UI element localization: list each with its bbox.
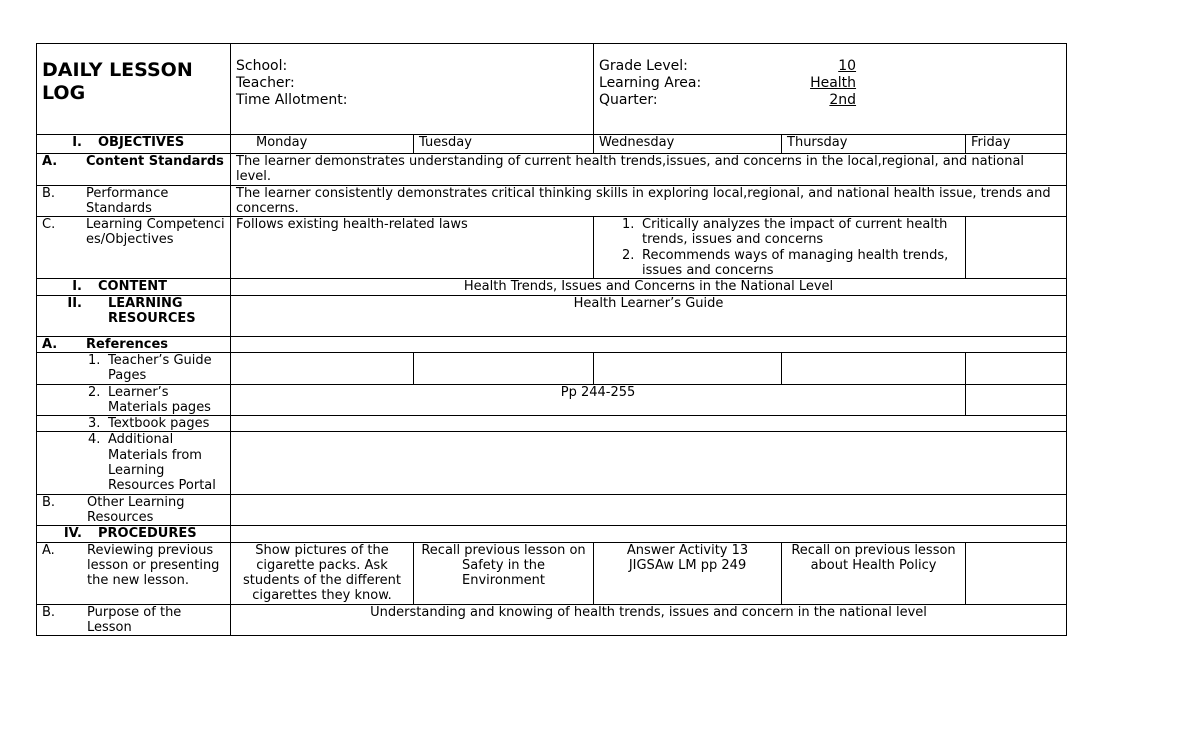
competency-item-1-num: 1. xyxy=(622,217,635,233)
daily-lesson-log-sheet xyxy=(36,43,1066,636)
quarter-line xyxy=(599,93,1061,110)
content-num: I. xyxy=(72,279,82,295)
other-resources-num: B. xyxy=(42,494,56,510)
day-wednesday: Wednesday xyxy=(594,135,782,154)
teachers-guide-monday xyxy=(231,352,414,384)
school-label: School: xyxy=(236,58,288,74)
reviewing-monday: Show pictures of the cigarette packs. Ask students of the different cigarettes they know. xyxy=(231,542,414,604)
competency-item-1 xyxy=(622,217,960,248)
purpose-text: Understanding and knowing of health trends, issues and concern in the national level xyxy=(231,604,1067,636)
content-heading xyxy=(37,279,231,295)
purpose-num: B. xyxy=(42,604,56,620)
performance-standards-label: Performance Standards xyxy=(86,185,169,216)
procedures-blank xyxy=(231,526,1067,542)
grade-level-value: 10 xyxy=(838,58,857,74)
competencies-label-cell xyxy=(37,217,231,279)
procedures-label: PROCEDURES xyxy=(98,526,197,542)
teacher-label: Teacher: xyxy=(236,75,295,91)
content-standards-text: The learner demonstrates understanding of current health trends,issues, and concerns in the local,regional, and national level. xyxy=(231,154,1067,186)
teachers-guide-num: 1. xyxy=(88,352,101,368)
other-resources-label: Other Learning Resources xyxy=(87,494,185,525)
learning-area-label: Learning Area: xyxy=(599,75,702,91)
competencies-left-text: Follows existing health-related laws xyxy=(231,217,594,279)
quarter-value: 2nd xyxy=(829,92,857,108)
procedures-heading xyxy=(37,526,231,542)
learning-area-value: Health xyxy=(810,75,857,91)
reviewing-thursday: Recall on previous lesson about Health Policy xyxy=(782,542,966,604)
learners-materials-num: 2. xyxy=(88,384,101,400)
references-row xyxy=(37,336,1067,352)
competencies-list xyxy=(594,217,966,279)
purpose-row xyxy=(37,604,1067,636)
content-standards-label-cell xyxy=(37,154,231,186)
additional-materials-row xyxy=(37,432,1067,494)
performance-standards-num: B. xyxy=(42,185,56,201)
reviewing-friday xyxy=(966,542,1067,604)
grade-level-line xyxy=(599,59,1061,76)
purpose-label: Purpose of the Lesson xyxy=(87,604,182,636)
learners-materials-label-cell xyxy=(37,384,231,416)
content-row xyxy=(37,279,1067,295)
purpose-label-cell xyxy=(37,604,231,636)
references-num: A. xyxy=(42,336,58,352)
textbook-value xyxy=(231,416,1067,432)
textbook-item xyxy=(42,416,225,431)
competencies-friday-cell xyxy=(966,217,1067,279)
content-standards-num: A. xyxy=(42,154,58,169)
day-monday: Monday xyxy=(231,135,414,154)
references-blank xyxy=(231,336,1067,352)
quarter-label: Quarter: xyxy=(599,92,658,108)
competency-item-2-text: Recommends ways of managing health trends, issues and concerns xyxy=(642,247,949,279)
learning-area-line xyxy=(599,76,1061,93)
textbook-num: 3. xyxy=(88,416,101,432)
reviewing-label: Reviewing previous lesson or presenting the new lesson. xyxy=(87,542,220,589)
textbook-label: Textbook pages xyxy=(108,416,210,432)
additional-materials-value xyxy=(231,432,1067,494)
learners-materials-item xyxy=(42,385,225,416)
additional-materials-item xyxy=(42,432,225,493)
reviewing-tuesday: Recall previous lesson on Safety in the Environment xyxy=(414,542,594,604)
other-resources-value xyxy=(231,494,1067,526)
teachers-guide-row xyxy=(37,352,1067,384)
additional-materials-label-cell xyxy=(37,432,231,494)
references-label-cell xyxy=(37,336,231,352)
textbook-label-cell xyxy=(37,416,231,432)
day-thursday: Thursday xyxy=(782,135,966,154)
reviewing-wednesday: Answer Activity 13 JIGSAw LM pp 249 xyxy=(594,542,782,604)
textbook-row xyxy=(37,416,1067,432)
content-label: CONTENT xyxy=(98,279,167,295)
learners-materials-row xyxy=(37,384,1067,416)
content-standards-row xyxy=(37,154,1067,186)
teachers-guide-friday xyxy=(966,352,1067,384)
learning-resources-label: LEARNING RESOURCES xyxy=(108,295,196,326)
day-friday: Friday xyxy=(966,135,1067,154)
teachers-guide-item xyxy=(42,353,225,384)
objectives-label: OBJECTIVES xyxy=(98,135,185,150)
performance-standards-label-cell xyxy=(37,185,231,217)
school-info-block xyxy=(231,44,594,135)
reviewing-row xyxy=(37,542,1067,604)
header-row xyxy=(37,44,1067,135)
teachers-guide-tuesday xyxy=(414,352,594,384)
teachers-guide-wednesday xyxy=(594,352,782,384)
learners-materials-pages: Pp 244-255 xyxy=(231,384,966,416)
objectives-row xyxy=(37,135,1067,154)
procedures-num: IV. xyxy=(63,526,82,542)
lesson-log-table xyxy=(36,43,1067,636)
learning-resources-text: Health Learner’s Guide xyxy=(231,295,1067,336)
competency-item-2-num: 2. xyxy=(622,247,635,263)
performance-standards-text: The learner consistently demonstrates critical thinking skills in exploring local,regional, and national health issue, trends and concerns. xyxy=(231,185,1067,217)
competency-item-1-text: Critically analyzes the impact of current health trends, issues and concerns xyxy=(642,217,948,248)
learning-resources-num: II. xyxy=(67,295,82,311)
content-text: Health Trends, Issues and Concerns in the National Level xyxy=(231,279,1067,295)
objectives-num: I. xyxy=(72,135,82,150)
learning-resources-row xyxy=(37,295,1067,336)
learners-materials-friday xyxy=(966,384,1067,416)
additional-materials-label: Additional Materials from Learning Resources Portal xyxy=(108,432,216,494)
competency-item-2 xyxy=(622,248,960,279)
additional-materials-num: 4. xyxy=(88,432,101,448)
teachers-guide-label-cell xyxy=(37,352,231,384)
competencies-label: Learning Competencies/Objectives xyxy=(86,217,225,248)
references-label: References xyxy=(86,336,169,352)
document-title: DAILY LESSON LOG xyxy=(37,44,231,135)
competencies-num: C. xyxy=(42,217,56,233)
other-resources-row xyxy=(37,494,1067,526)
reviewing-label-cell xyxy=(37,542,231,604)
learners-materials-label: Learner’s Materials pages xyxy=(108,384,211,415)
reviewing-num: A. xyxy=(42,542,55,558)
performance-standards-row xyxy=(37,185,1067,217)
teachers-guide-label: Teacher’s Guide Pages xyxy=(108,352,212,384)
learning-resources-heading xyxy=(37,295,231,336)
teachers-guide-thursday xyxy=(782,352,966,384)
content-standards-label: Content Standards xyxy=(86,154,224,169)
competencies-row xyxy=(37,217,1067,279)
objectives-heading xyxy=(37,135,231,154)
grade-level-label: Grade Level: xyxy=(599,58,688,74)
time-allotment-label: Time Allotment: xyxy=(236,92,348,108)
procedures-row xyxy=(37,526,1067,542)
other-resources-label-cell xyxy=(37,494,231,526)
day-tuesday: Tuesday xyxy=(414,135,594,154)
grade-info-block xyxy=(594,44,1067,135)
